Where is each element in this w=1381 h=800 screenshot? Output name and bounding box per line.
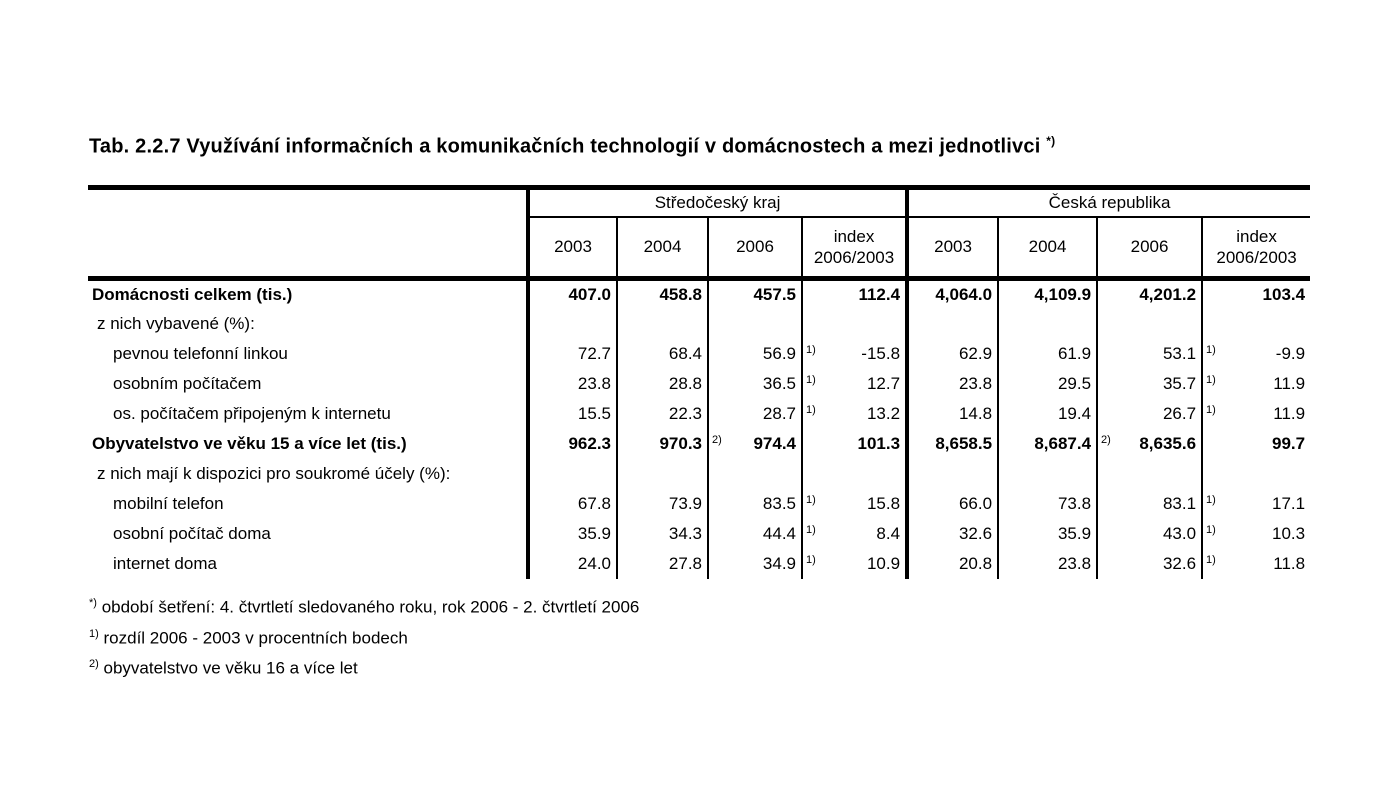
cell-value: 10.9 [866,553,901,573]
data-cell [802,399,907,429]
table-row [88,399,1310,429]
table-title-text: Tab. 2.2.7 Využívání informačních a komunikačních technologií v domácnostech a mezi jednotlivci [89,135,1041,158]
data-cell [998,399,1097,429]
data-cell [998,339,1097,369]
data-cell [1202,519,1310,549]
cell-value: 28.8 [668,373,702,393]
cell-value: -15.8 [861,343,901,363]
table-row [88,279,1310,309]
title-footnote-mark: *) [1046,134,1056,148]
row-label: os. počítačem připojeným k internetu [113,403,391,423]
footnote-mark: 1) [806,343,816,356]
footnote-mark: 1) [806,553,816,566]
footnote-mark: 2) [712,433,722,446]
footnote-2 [89,658,639,679]
cell-value: 53.1 [1162,343,1197,363]
footnote-mark: 1) [1206,403,1216,416]
footnote-2-mark: 2) [89,658,99,671]
cell-value: 14.8 [958,403,993,423]
cell-value: 11.8 [1273,553,1306,573]
data-cell [708,309,802,339]
data-cell [907,459,998,489]
cell-value: 17.1 [1271,493,1306,513]
table-row [88,309,1310,339]
data-cell [528,369,617,399]
table-row [88,549,1310,579]
data-cell [1097,489,1202,519]
data-cell [907,429,998,459]
cell-value: 24.0 [577,553,611,573]
data-cell [708,549,802,579]
cell-value: 67.8 [577,493,611,513]
cell-value: 83.5 [762,493,796,513]
row-label: Obyvatelstvo ve věku 15 a více let (tis.) [92,433,407,453]
data-cell [802,369,907,399]
data-cell [802,339,907,369]
data-cell [802,549,907,579]
data-cell [528,399,617,429]
data-cell [528,459,617,489]
cell-value: 35.9 [577,523,611,543]
data-cell [1202,279,1310,309]
cell-value: 19.4 [1057,403,1092,423]
data-cell [708,519,802,549]
data-cell [1097,309,1202,339]
data-cell [1202,399,1310,429]
data-cell [998,429,1097,459]
footnote-1-mark: 1) [89,627,99,640]
group-header-stredocesky-kraj: Středočeský kraj [528,188,907,217]
cell-value: 62.9 [958,343,993,363]
data-cell [617,519,708,549]
table-row [88,489,1310,519]
data-cell [617,339,708,369]
cell-value: 101.3 [857,433,901,453]
footnote-mark: 2) [1101,433,1111,446]
cell-value: 29.5 [1057,373,1092,393]
column-header-sk-2003: 2003 [528,217,617,279]
data-cell [998,309,1097,339]
cell-value: 8,658.5 [935,433,993,453]
footnote-mark: 1) [806,373,816,386]
data-cell [708,369,802,399]
column-header-sk-2004: 2004 [617,217,708,279]
footnote-star-text: období šetření: 4. čtvrtletí sledovaného roku, rok 2006 - 2. čtvrtletí 2006 [101,597,640,617]
cell-value: 32.6 [1162,553,1197,573]
data-cell [998,519,1097,549]
data-cell [907,339,998,369]
data-cell [802,519,907,549]
footnote-mark: 1) [806,493,816,506]
cell-value: 56.9 [762,343,796,363]
data-cell [802,279,907,309]
cell-value: 35.9 [1057,523,1092,543]
data-cell [617,459,708,489]
data-cell [1097,279,1202,309]
cell-value: 26.7 [1162,403,1197,423]
cell-value: 962.3 [568,433,611,453]
data-cell [998,549,1097,579]
cell-value: 23.8 [958,373,993,393]
data-cell [1202,549,1310,579]
data-cell [528,339,617,369]
footnote-2-text: obyvatelstvo ve věku 16 a více let [103,658,358,678]
cell-value: 61.9 [1057,343,1092,363]
cell-value: 23.8 [577,373,611,393]
cell-value: 11.9 [1273,373,1306,393]
cell-value: 10.3 [1271,523,1306,543]
cell-value: 43.0 [1162,523,1197,543]
group-header-row [88,188,1310,217]
data-cell [528,279,617,309]
row-label: osobní počítač doma [113,523,271,543]
data-cell [998,279,1097,309]
row-label: z nich vybavené (%): [97,313,255,333]
row-label: z nich mají k dispozici pro soukromé účely (%): [97,463,451,483]
column-header-cr-index: index 2006/2003 [1202,217,1310,279]
data-cell [1202,339,1310,369]
cell-value: 34.3 [668,523,702,543]
cell-value: 44.4 [762,523,796,543]
data-cell [1202,459,1310,489]
data-cell [907,369,998,399]
cell-value: 11.9 [1273,403,1306,423]
cell-value: 12.7 [866,373,901,393]
data-cell [528,429,617,459]
cell-value: 22.3 [668,403,702,423]
data-cell [907,489,998,519]
cell-value: 32.6 [958,523,993,543]
cell-value: 8,635.6 [1139,433,1197,453]
column-header-cr-2006: 2006 [1097,217,1202,279]
footnote-mark: 1) [1206,523,1216,536]
table-row [88,459,1310,489]
row-label: mobilní telefon [113,493,224,513]
data-cell [1202,369,1310,399]
data-cell [528,489,617,519]
data-cell [907,279,998,309]
data-cell [708,279,802,309]
data-cell [708,459,802,489]
data-cell [907,399,998,429]
footnote-mark: 1) [1206,553,1216,566]
data-cell [1097,339,1202,369]
footnote-star-mark: *) [89,597,97,609]
data-cell [1202,309,1310,339]
data-cell [907,309,998,339]
data-cell [617,279,708,309]
table-row [88,429,1310,459]
data-cell [998,369,1097,399]
cell-value: 99.7 [1271,433,1306,453]
cell-value: 112.4 [858,284,901,304]
cell-value: 72.7 [577,343,611,363]
cell-value: 970.3 [659,433,702,453]
column-header-cr-2004: 2004 [998,217,1097,279]
cell-value: 73.9 [668,493,702,513]
cell-value: 13.2 [866,403,901,423]
data-cell [998,489,1097,519]
data-cell [708,489,802,519]
data-cell [617,309,708,339]
cell-value: 73.8 [1057,493,1092,513]
data-cell [1097,549,1202,579]
cell-value: 28.7 [762,403,796,423]
data-cell [802,459,907,489]
cell-value: 8,687.4 [1034,433,1092,453]
column-header-sk-index: index 2006/2003 [802,217,907,279]
cell-value: 83.1 [1162,493,1197,513]
data-cell [617,489,708,519]
cell-value: 458.8 [659,284,702,304]
data-cell [1097,459,1202,489]
footnotes [89,597,639,689]
data-cell [617,429,708,459]
data-cell [708,429,802,459]
table-title [89,134,1055,159]
row-label: pevnou telefonní linkou [113,343,288,363]
cell-value: 15.5 [577,403,611,423]
cell-value: 8.4 [876,523,901,543]
data-cell [1202,429,1310,459]
cell-value: 34.9 [762,553,796,573]
data-cell [1097,369,1202,399]
data-cell [617,549,708,579]
data-cell [708,399,802,429]
footnote-mark: 1) [806,523,816,536]
footnote-mark: 1) [1206,343,1216,356]
column-header-sk-2006: 2006 [708,217,802,279]
data-cell [802,429,907,459]
group-header-ceska-republika: Česká republika [907,188,1310,217]
cell-value: 103.4 [1262,284,1306,304]
table-row [88,369,1310,399]
data-cell [907,549,998,579]
cell-value: 4,109.9 [1034,284,1092,304]
cell-value: 407.0 [568,284,611,304]
statistics-table [88,185,1310,579]
cell-value: 15.8 [866,493,901,513]
data-cell [907,519,998,549]
cell-value: 974.4 [753,433,796,453]
data-cell [528,309,617,339]
footnote-1 [89,628,639,649]
footnote-star [89,597,639,618]
footnote-1-text: rozdíl 2006 - 2003 v procentních bodech [103,628,408,648]
row-label: Domácnosti celkem (tis.) [92,284,293,304]
data-cell [802,309,907,339]
data-cell [617,369,708,399]
cell-value: 457.5 [753,284,796,304]
column-header-cr-2003: 2003 [907,217,998,279]
cell-value: 68.4 [668,343,702,363]
data-cell [617,399,708,429]
footnote-mark: 1) [1206,493,1216,506]
row-label: internet doma [113,553,217,573]
data-cell [1097,519,1202,549]
data-cell [528,549,617,579]
cell-value: 35.7 [1162,373,1197,393]
data-cell [708,339,802,369]
data-cell [1097,429,1202,459]
cell-value: 4,201.2 [1139,284,1197,304]
table-row [88,339,1310,369]
row-label: osobním počítačem [113,373,262,393]
table-row [88,519,1310,549]
cell-value: 23.8 [1057,553,1092,573]
cell-value: 66.0 [958,493,993,513]
data-cell [1202,489,1310,519]
cell-value: 36.5 [762,373,796,393]
data-cell [802,489,907,519]
data-cell [528,519,617,549]
stub-cell [88,188,528,279]
cell-value: -9.9 [1275,343,1306,363]
footnote-mark: 1) [806,403,816,416]
cell-value: 20.8 [958,553,993,573]
footnote-mark: 1) [1206,373,1216,386]
data-cell [1097,399,1202,429]
cell-value: 27.8 [668,553,702,573]
data-cell [998,459,1097,489]
cell-value: 4,064.0 [935,284,993,304]
